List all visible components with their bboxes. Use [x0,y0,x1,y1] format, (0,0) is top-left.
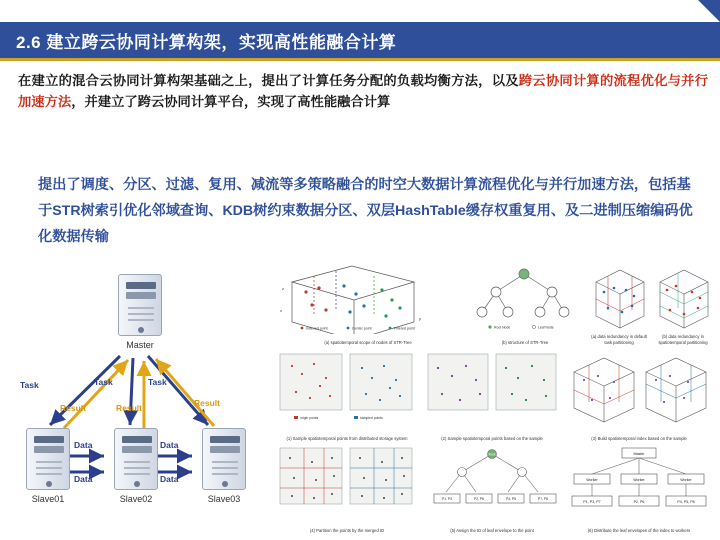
master-slave-diagram [8,260,272,528]
svg-text:P4, P5: P4, P5 [506,497,516,501]
subfigure-spatiotemporal-partitioning [652,260,714,346]
subfigure-caption-2: (2) Sample spatiotemporal points based on the sample [441,436,543,441]
task-label-3: Task [148,377,167,387]
subfigure-caption-a1: (a) spatiotemporal scope of nodes of STR-Tree [324,340,412,345]
svg-text:Indexed point: Indexed point [306,326,328,331]
paragraph-one-segment-2: ，并建立了跨云协同计算平台，实现了高性能融合计算 [71,94,391,109]
paragraph-one-highlight: 跨云协同计算的流程优化与并行加速方法 [18,73,709,109]
title-underline [0,58,720,61]
svg-text:origin points: origin points [300,416,319,420]
subfigure-caption-1: (1) Sample spatiotemporal points from distributed storage system [286,436,408,441]
subfigure-sample-points [422,350,562,442]
svg-text:P4, P5, P8: P4, P5, P8 [677,500,695,504]
slide-title-band [0,22,720,58]
subfigure-build-index [564,350,714,442]
svg-text:Root Node: Root Node [494,325,511,330]
svg-text:P1, P3, P7: P1, P3, P7 [583,500,601,504]
svg-text:Master: Master [633,452,645,456]
svg-text:P2, P6: P2, P6 [474,497,484,501]
data-label-3: Data [160,440,179,450]
svg-text:Worker: Worker [633,478,645,482]
subfigure-str-tree-scope [274,260,462,346]
subfigure-caption-b2: (b) data redundancy in spatiotemporal partitioning [658,334,708,345]
task-label-1: Task [20,380,39,390]
svg-text:P2, P6: P2, P6 [633,500,645,504]
subfigure-sample-points-storage [274,350,420,442]
paragraph-one [18,70,708,112]
result-label-3: Result [194,398,220,408]
svg-text:P7, P8: P7, P8 [538,497,548,501]
svg-text:Leaf Node: Leaf Node [538,325,554,330]
svg-text:Center point: Center point [352,326,372,331]
svg-text:y: y [419,316,421,321]
slave-server-icon-2 [114,428,158,490]
result-label-1: Result [60,403,86,413]
subfigure-caption-4: (4) Partition the points by the merged ID [309,528,385,533]
subfigure-caption-3: (3) Build spatiotemporal index based on the sample [591,436,687,441]
svg-text:sampled points: sampled points [360,416,383,420]
subfigure-caption-a2: (a) data redundancy in default task partitioning [591,334,647,345]
subfigure-caption-6: (6) Distribute the leaf envelopes of the index to workers [587,528,691,533]
subfigure-caption-b1: (b) structure of STR-Tree [501,340,549,345]
subfigure-default-partitioning [588,260,650,346]
paragraph-one-segment-1: 在建立的混合云协同计算构架基础之上，提出了计算任务分配的负载均衡方法，以及 [18,73,519,88]
slave-label-2: Slave02 [119,494,153,504]
subfigure-partition-by-merged-id [274,444,420,534]
svg-text:Worker: Worker [680,478,692,482]
subfigure-assign-leaf-envelope [422,444,562,534]
master-label: Master [126,340,154,350]
svg-text:Root: Root [488,452,496,457]
svg-text:z: z [282,286,284,291]
svg-text:Filtered point: Filtered point [394,326,415,331]
paragraph-two: 提出了调度、分区、过滤、复用、减流等多策略融合的时空大数据计算流程优化与并行加速方法，包括基于STR树索引优化邻域查询、KDB树约束数据分区、双层HashTable缓存权重复用、及二进制压缩编码优化数据传输 [38,177,693,245]
academic-figure-grid [274,254,714,534]
svg-text:P1, P3: P1, P3 [442,497,452,501]
page-title: 2.6 建立跨云协同计算构架，实现高性能融合计算 [16,32,397,52]
subfigure-distribute-to-workers [564,444,714,534]
corner-accent [698,0,720,22]
result-label-2: Result [116,403,142,413]
subfigure-caption-5: (5) Assign the ID of leaf envelope to the point [450,528,534,533]
task-label-2: Task [94,377,113,387]
slave-server-icon-3 [202,428,246,490]
slave-label-3: Slave03 [207,494,241,504]
data-label-2: Data [74,474,93,484]
svg-text:x: x [280,308,282,313]
svg-text:Worker: Worker [586,478,598,482]
data-label-4: Data [160,474,179,484]
data-label-1: Data [74,440,93,450]
subfigure-str-tree-structure [464,260,586,346]
slave-server-icon-1 [26,428,70,490]
slave-label-1: Slave01 [31,494,65,504]
figure-area [0,252,720,537]
